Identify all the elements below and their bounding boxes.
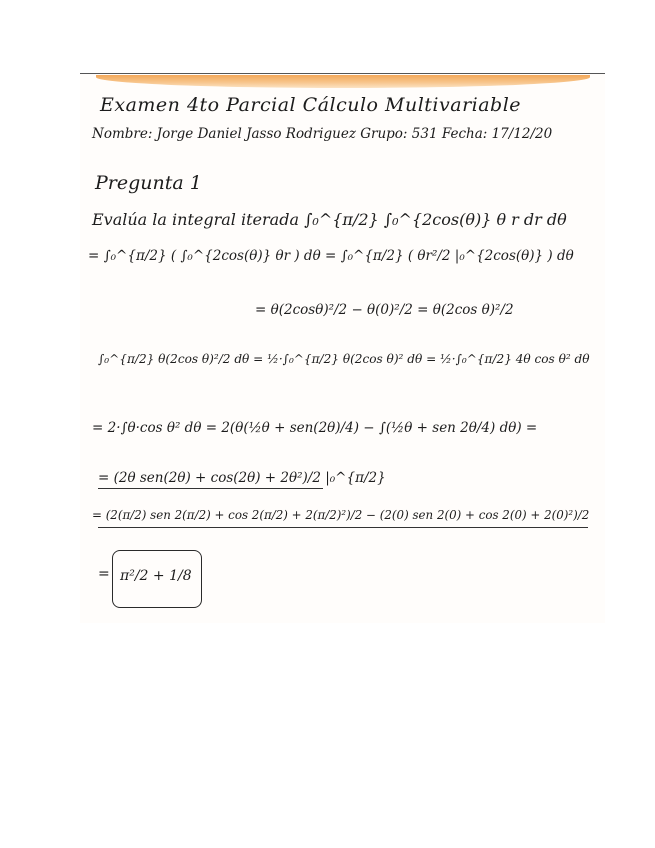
- work-step-5: = (2θ sen(2θ) + cos(2θ) + 2θ²)/2 |₀^{π/2}: [98, 470, 386, 486]
- work-step-2: = θ(2cosθ)²/2 − θ(0)²/2 = θ(2cos θ)²/2: [255, 302, 514, 318]
- question-prompt: Evalúa la integral iterada ∫₀^{π/2} ∫₀^{2cos(θ)} θ r dr dθ: [92, 210, 567, 229]
- final-answer: π²/2 + 1/8: [120, 568, 192, 584]
- student-info-line: Nombre: Jorge Daniel Jasso Rodriguez Grupo: 531 Fecha: 17/12/20: [92, 126, 553, 142]
- work-step-6: = (2(π/2) sen 2(π/2) + cos 2(π/2) + 2(π/2)²)/2 − (2(0) sen 2(0) + cos 2(0) + 2(0)²)/2: [92, 508, 590, 522]
- exam-title: Examen 4to Parcial Cálculo Multivariable: [100, 94, 522, 116]
- question-heading: Pregunta 1: [95, 172, 202, 194]
- fraction-bar: [98, 488, 323, 489]
- scanned-page: [80, 73, 605, 623]
- fraction-bar: [98, 527, 588, 528]
- equals-sign: =: [98, 566, 110, 582]
- page-top-border: [80, 73, 605, 74]
- work-step-4: = 2·∫θ·cos θ² dθ = 2(θ(½θ + sen(2θ)/4) − ∫(½θ + sen 2θ/4) dθ) =: [92, 420, 538, 436]
- work-step-1: = ∫₀^{π/2} ( ∫₀^{2cos(θ)} θr ) dθ = ∫₀^{π/2} ( θr²/2 |₀^{2cos(θ)} ) dθ: [88, 248, 574, 264]
- work-step-3: ∫₀^{π/2} θ(2cos θ)²/2 dθ = ½·∫₀^{π/2} θ(2cos θ)² dθ = ½·∫₀^{π/2} 4θ cos θ² dθ: [98, 352, 590, 366]
